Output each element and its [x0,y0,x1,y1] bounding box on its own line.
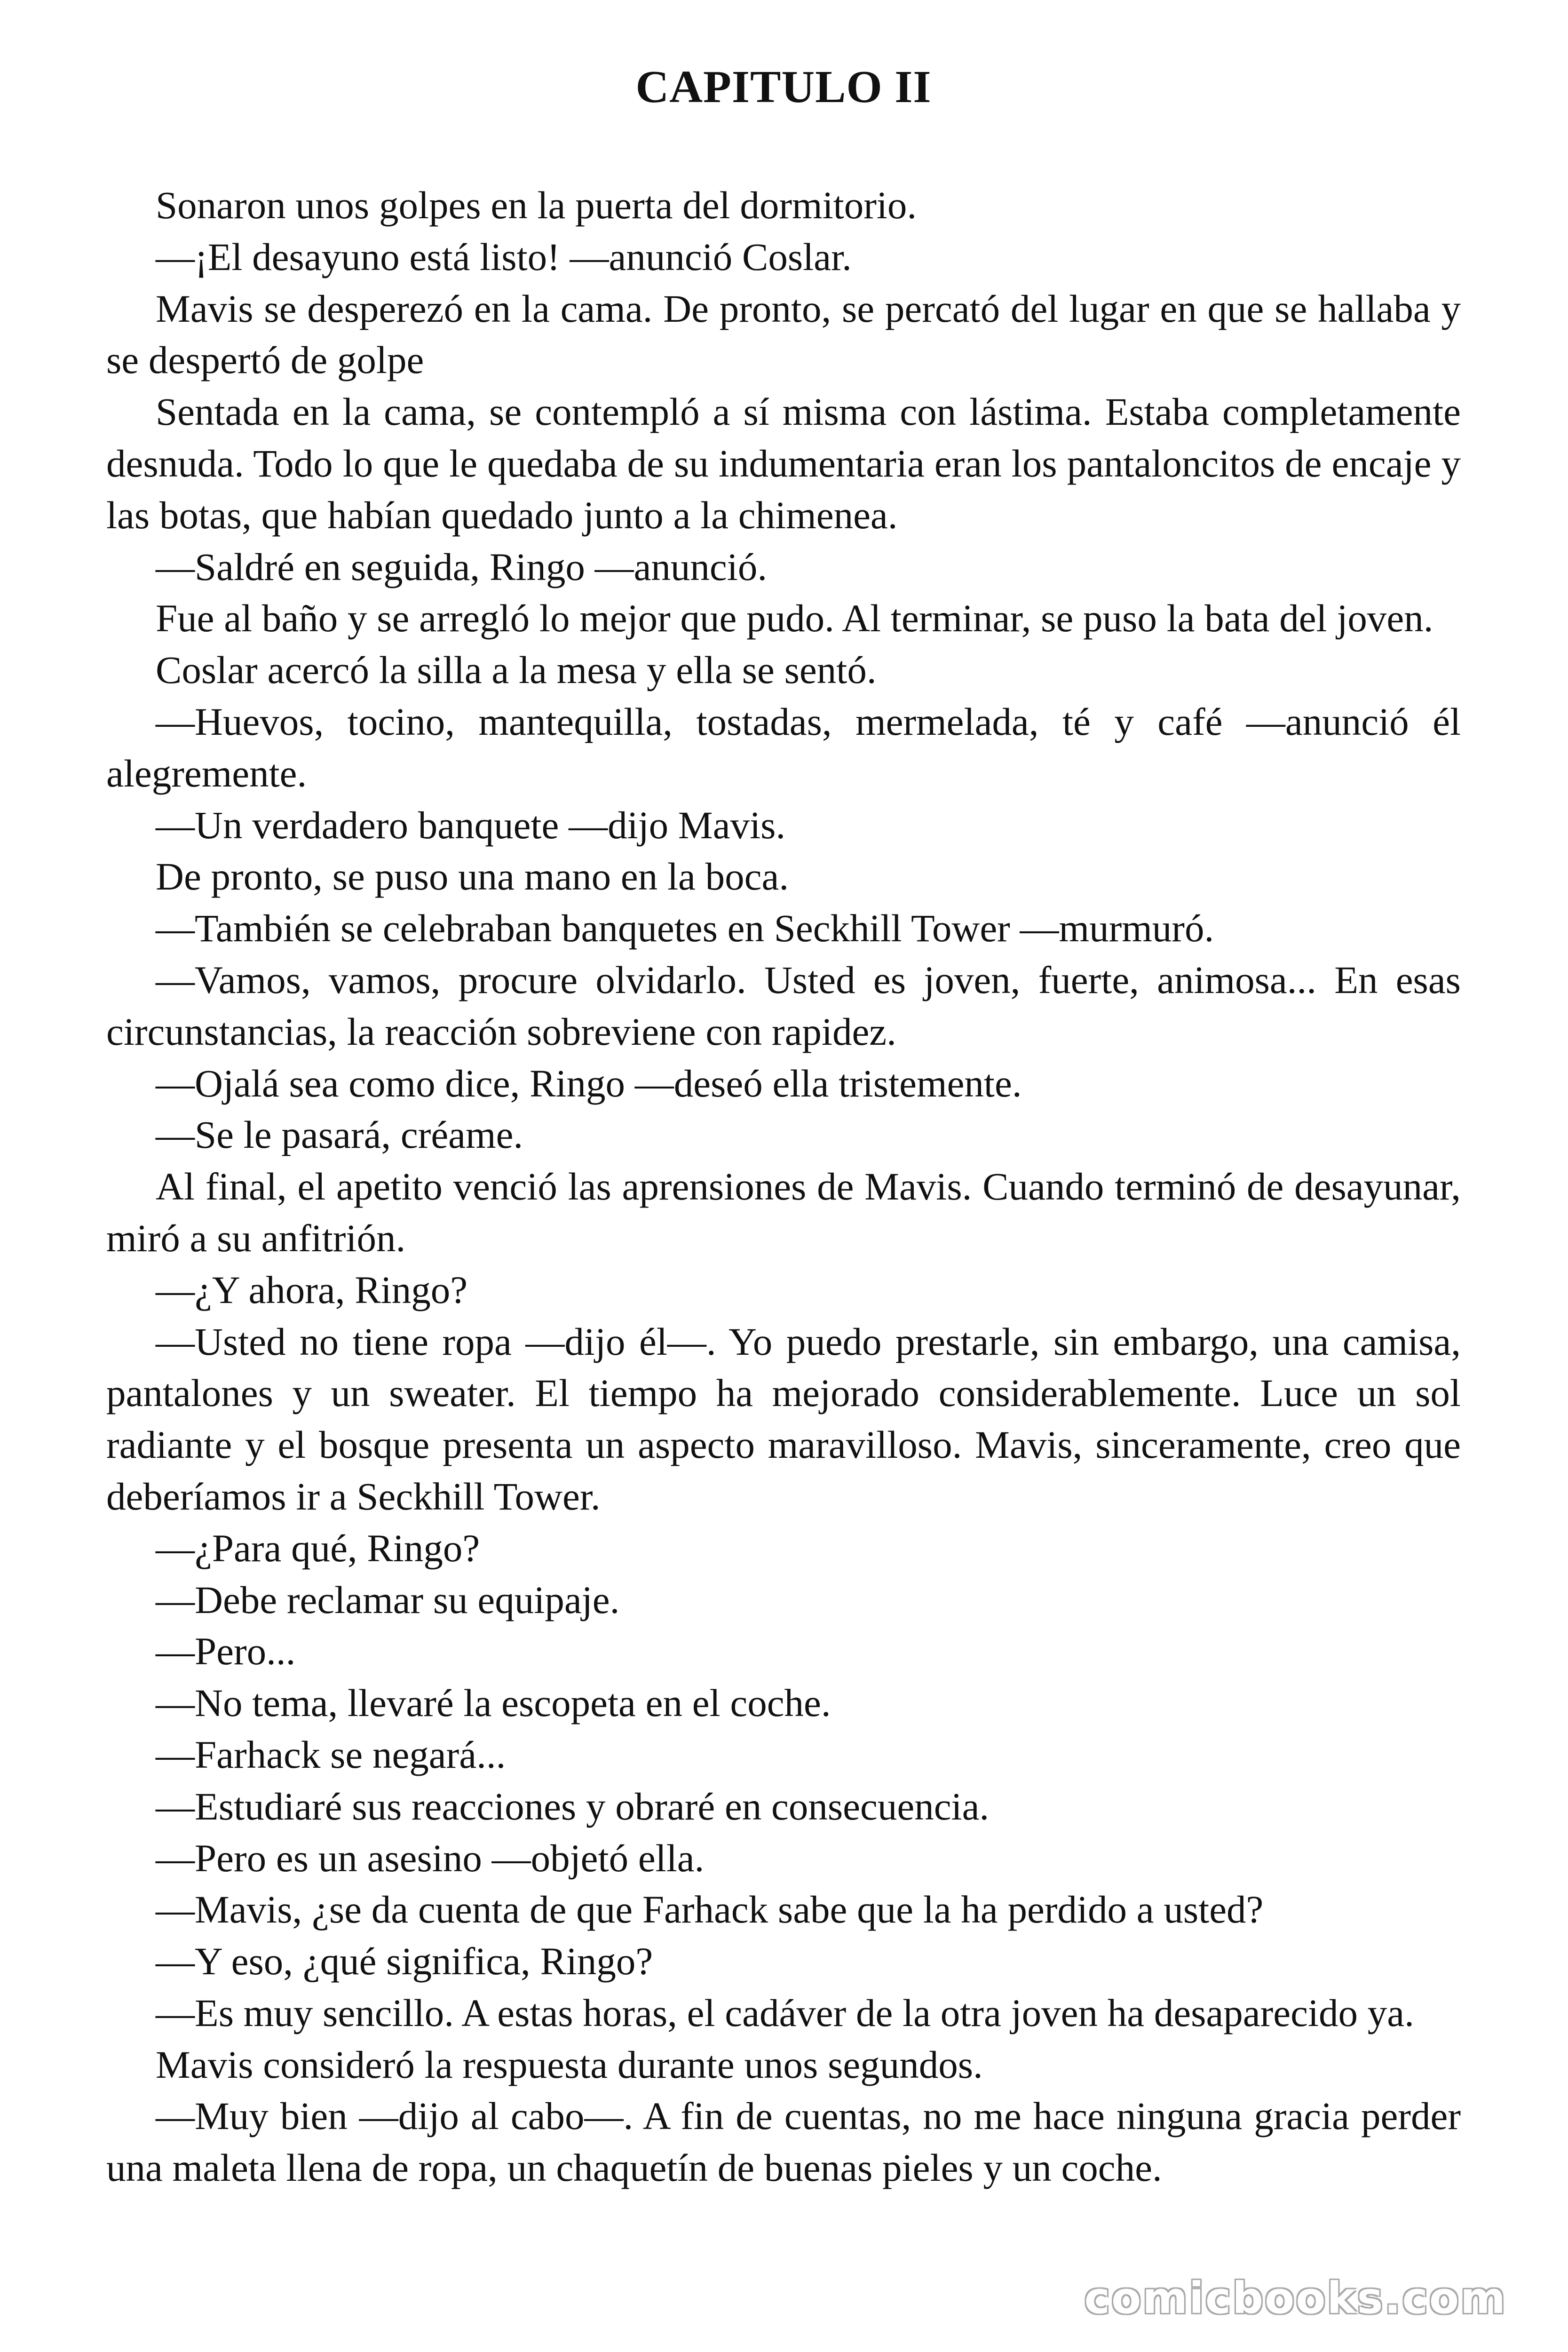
paragraph: Sentada en la cama, se contempló a sí misma con lástima. Estaba completamente desnuda. Todo lo que le quedaba de su indumentaria eran los pantaloncitos de encaje y las botas, que habían quedado junto a la chimenea. [106,390,1461,537]
paragraph: —Y eso, ¿qué significa, Ringo? [156,1939,653,1983]
paragraph: —Pero es un asesino —objetó ella. [156,1836,705,1880]
watermark: comicbooks.com [1084,2273,1507,2323]
paragraph: —¿Para qué, Ringo? [156,1526,480,1570]
paragraph: Coslar acercó la silla a la mesa y ella se sentó. [156,648,877,692]
paragraph: Mavis se desperezó en la cama. De pronto, se percató del lugar en que se hallaba y se despertó de golpe [106,286,1461,382]
paragraph: —Muy bien —dijo al cabo—. A fin de cuentas, no me hace ninguna gracia perder una maleta llena de ropa, un chaquetín de buenas pieles y un coche. [106,2094,1461,2190]
paragraph: —Pero... [156,1629,296,1673]
paragraph: —Es muy sencillo. A estas horas, el cadáver de la otra joven ha desaparecido ya. [156,1991,1414,2034]
paragraph: De pronto, se puso una mano en la boca. [156,855,789,898]
paragraph: Fue al baño y se arregló lo mejor que pudo. Al terminar, se puso la bata del joven. [156,596,1433,640]
paragraph: —¡El desayuno está listo! —anunció Coslar. [156,235,852,278]
paragraph: —Huevos, tocino, mantequilla, tostadas, mermelada, té y café —anunció él alegremente. [106,699,1461,795]
paragraph: —Estudiaré sus reacciones y obraré en consecuencia. [156,1784,990,1828]
paragraph: —¿Y ahora, Ringo? [156,1268,468,1311]
paragraph: —Saldré en seguida, Ringo —anunció. [156,545,768,588]
paragraph: —Debe reclamar su equipaje. [156,1578,620,1621]
paragraph: —Se le pasará, créame. [156,1113,523,1157]
paragraph: —También se celebraban banquetes en Seckhill Tower —murmuró. [156,906,1214,950]
paragraph: —Farhack se negará... [156,1732,506,1776]
paragraph: —Ojalá sea como dice, Ringo —deseó ella tristemente. [156,1061,1022,1105]
paragraph: —Usted no tiene ropa —dijo él—. Yo puedo prestarle, sin embargo, una camisa, pantalones y un sweater. El tiempo ha mejorado considerablemente. Luce un sol radiante y el bosque presenta un aspecto maravilloso. Mavis, sinceramente, creo que deberíamos ir a Seckhill Tower. [106,1319,1461,1518]
chapter-body [106,180,1461,2194]
paragraph: —No tema, llevaré la escopeta en el coche. [156,1681,831,1725]
book-page [106,64,1461,2194]
paragraph: —Un verdadero banquete —dijo Mavis. [156,803,786,847]
paragraph: —Mavis, ¿se da cuenta de que Farhack sabe que la ha perdido a usted? [156,1888,1264,1931]
paragraph: —Vamos, vamos, procure olvidarlo. Usted es joven, fuerte, animosa... En esas circunstancias, la reacción sobreviene con rapidez. [106,958,1461,1053]
chapter-title: CAPITULO II [635,62,932,112]
paragraph: Al final, el apetito venció las aprensiones de Mavis. Cuando terminó de desayunar, miró a su anfitrión. [106,1165,1461,1260]
paragraph: Sonaron unos golpes en la puerta del dormitorio. [156,183,917,227]
paragraph: Mavis consideró la respuesta durante unos segundos. [156,2042,983,2086]
